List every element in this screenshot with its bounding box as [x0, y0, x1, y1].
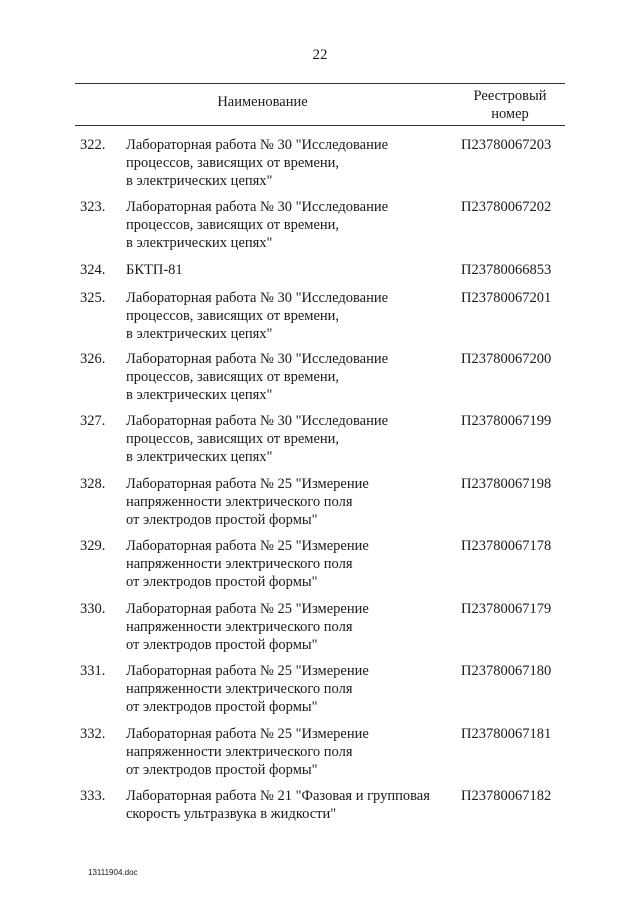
row-name-line: напряженности электрического поля	[126, 681, 353, 697]
row-number: 331.	[80, 663, 106, 679]
row-name-line: БКТП-81	[126, 262, 183, 278]
row-name-line: Лабораторная работа № 30 "Исследование	[126, 199, 389, 215]
row-name-line: от электродов простой формы"	[126, 512, 318, 528]
row-name-line: напряженности электрического поля	[126, 494, 353, 510]
row-name-line: в электрических цепях"	[126, 235, 273, 251]
row-name-line: Лабораторная работа № 25 "Измерение	[126, 601, 369, 617]
row-name-line: в электрических цепях"	[126, 449, 273, 465]
row-name	[126, 475, 456, 529]
row-name	[126, 261, 456, 279]
row-name	[126, 725, 456, 779]
row-name-line: Лабораторная работа № 21 "Фазовая и групповая	[126, 788, 430, 804]
row-name-line: процессов, зависящих от времени,	[126, 308, 340, 324]
row-name-line: в электрических цепях"	[126, 326, 273, 342]
row-number: 324.	[80, 262, 106, 278]
page-number: 22	[312, 47, 328, 63]
row-registry-number: П23780067198	[461, 476, 552, 492]
row-number: 332.	[80, 726, 106, 742]
row-name	[126, 600, 456, 654]
row-number: 323.	[80, 199, 106, 215]
row-name-line: Лабораторная работа № 25 "Измерение	[126, 663, 369, 679]
row-registry-number: П23780067180	[461, 663, 552, 679]
row-name-line: Лабораторная работа № 30 "Исследование	[126, 290, 389, 306]
row-name-line: Лабораторная работа № 25 "Измерение	[126, 538, 369, 554]
row-name-line: процессов, зависящих от времени,	[126, 217, 340, 233]
row-name-line: Лабораторная работа № 25 "Измерение	[126, 476, 369, 492]
row-name-line: в электрических цепях"	[126, 387, 273, 403]
row-name-line: напряженности электрического поля	[126, 556, 353, 572]
row-name-line: скорость ультразвука в жидкости"	[126, 806, 337, 822]
row-number: 327.	[80, 413, 106, 429]
row-name-line: напряженности электрического поля	[126, 619, 353, 635]
column-header-name: Наименование	[217, 94, 308, 110]
row-number: 322.	[80, 137, 106, 153]
row-registry-number: П23780067202	[461, 199, 552, 215]
row-name-line: от электродов простой формы"	[126, 699, 318, 715]
row-number: 325.	[80, 290, 106, 306]
row-registry-number: П23780067182	[461, 788, 552, 804]
row-name-line: Лабораторная работа № 30 "Исследование	[126, 137, 389, 153]
row-registry-number: П23780067201	[461, 290, 552, 306]
row-name	[126, 662, 456, 716]
row-name	[126, 787, 456, 823]
column-header-registry-line1: Реестровый	[473, 88, 547, 104]
row-registry-number: П23780067199	[461, 413, 552, 429]
row-name-line: от электродов простой формы"	[126, 574, 318, 590]
row-number: 326.	[80, 351, 106, 367]
row-name-line: процессов, зависящих от времени,	[126, 431, 340, 447]
row-name	[126, 136, 456, 190]
footer-file-name: 13111904.doc	[88, 868, 138, 877]
row-number: 330.	[80, 601, 106, 617]
row-number: 328.	[80, 476, 106, 492]
row-name-line: процессов, зависящих от времени,	[126, 369, 340, 385]
row-name	[126, 412, 456, 466]
row-name	[126, 289, 456, 343]
row-registry-number: П23780066853	[461, 262, 552, 278]
row-registry-number: П23780067179	[461, 601, 552, 617]
row-name-line: от электродов простой формы"	[126, 637, 318, 653]
row-name	[126, 198, 456, 252]
row-registry-number: П23780067200	[461, 351, 552, 367]
row-name	[126, 350, 456, 404]
row-registry-number: П23780067181	[461, 726, 552, 742]
row-name-line: в электрических цепях"	[126, 173, 273, 189]
row-name-line: Лабораторная работа № 30 "Исследование	[126, 413, 389, 429]
row-name-line: Лабораторная работа № 30 "Исследование	[126, 351, 389, 367]
row-name-line: Лабораторная работа № 25 "Измерение	[126, 726, 369, 742]
row-registry-number: П23780067178	[461, 538, 552, 554]
row-registry-number: П23780067203	[461, 137, 552, 153]
row-name-line: процессов, зависящих от времени,	[126, 155, 340, 171]
row-name	[126, 537, 456, 591]
column-header-registry-line2: номер	[491, 106, 529, 122]
row-name-line: от электродов простой формы"	[126, 762, 318, 778]
row-number: 329.	[80, 538, 106, 554]
row-number: 333.	[80, 788, 106, 804]
row-name-line: напряженности электрического поля	[126, 744, 353, 760]
